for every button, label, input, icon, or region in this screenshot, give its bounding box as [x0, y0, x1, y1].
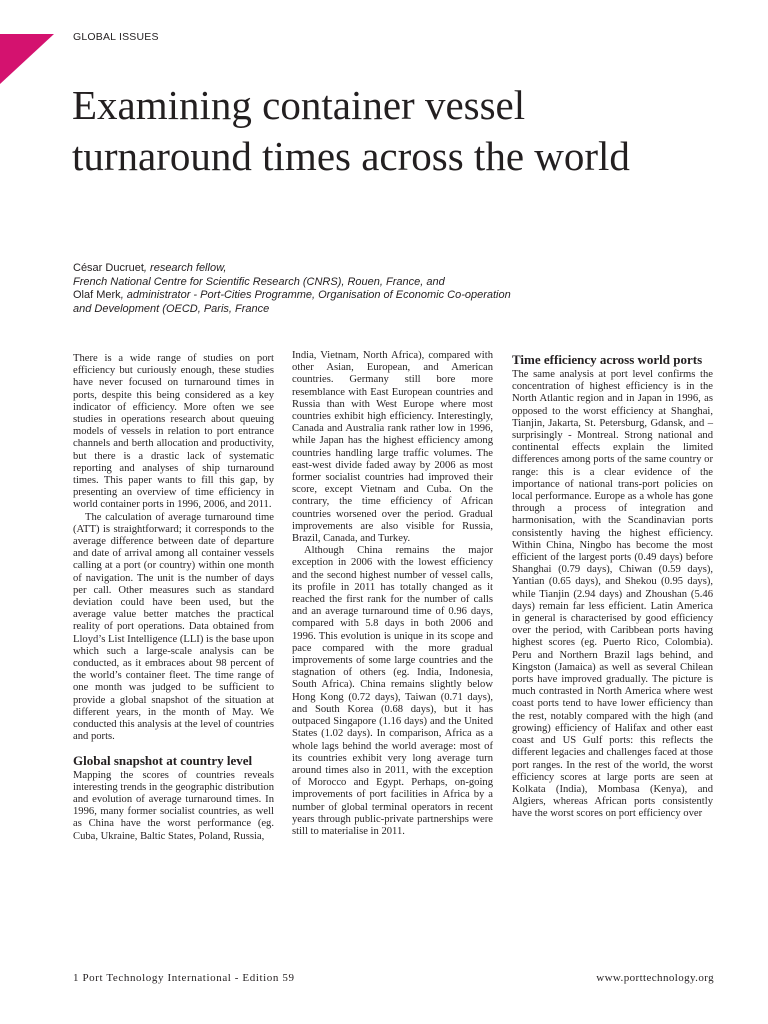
- author1-role: , research fellow,: [143, 262, 227, 274]
- body-column-3: [512, 353, 713, 821]
- author1-affiliation: French National Centre for Scientific Research (CNRS), Rouen, France, and: [73, 275, 445, 288]
- paragraph: Mapping the scores of countries reveals interesting trends in the geographic distribution and evolution of average turnaround times. In 1996, many former socialist countries, as well as China have the worst performance (eg. Cuba, Ukraine, Baltic States, Poland, Russia,: [73, 769, 274, 842]
- section-heading-country-level: Global snapshot at country level: [73, 752, 253, 768]
- paragraph: There is a wide range of studies on port efficiency but curiously enough, these studies have never focused on turnaround times in ports, despite this being considered as a key indicator of efficiency. More often we see studies in operations research about queuing models of vessels in relation to port entrance channels and berth allocation and productivity, but there is a drastic lack of systematic reporting and analyses of ship turnaround times. This paper wants to fill this gap, by presenting an overview of time efficiency in world container ports in 1996, 2006, and 2011.: [73, 353, 274, 511]
- author2-role: , administrator - Port-Cities Programme, Organisation of Economic Co-operation and Development (OECD, Paris, France: [73, 289, 511, 315]
- footer-page-info: 1 Port Technology International - Edition 59: [73, 972, 295, 984]
- paragraph: The calculation of average turnaround time (ATT) is straightforward; it corresponds to the average difference between date of departure and date of arrival among all container vessels calling at a port (or country) within one month of navigation. The unit is the number of days per call. Other measures such as standard deviation could have been used, but the average value better matches the practical reality of port operations. Data obtained from Lloyd’s List Intelligence (LLI) is the base upon which such a large-scale analysis can be conducted, as it embraces about 98 percent of the world’s container fleet. The time range of one month was judged to be sufficient to provide a global snapshot of the situation at different years, in the month of May. We conducted this analysis at the level of countries and ports.: [73, 511, 274, 743]
- paragraph: Although China remains the major exception in 2006 with the lowest efficiency and the second highest number of vessel calls, its profile in 2011 has totally changed as it reached the first rank for the number of calls and an average turnaround time of 0.96 days, compared with 5.8 days in both 2006 and 1996. This evolution is unique in its scope and pace compared with the more gradual improvements of some large countries and the stagnation of others (eg. India, Indonesia, South Africa). China remains slightly below Hong Kong (0.72 days), Taiwan (0.71 days), and South Korea (0.68 days), but it has outpaced Singapore (1.16 days) and the United States (1.02 days). In comparison, Africa as a whole lags behind the world average: most of its countries exhibit very long average turn around times also in 2011, with the exception of Morocco and Egypt. Perhaps, on-going improvements of port facilities in Africa by a number of global terminal operators in recent years through public-private partnerships were still to materialise in 2011.: [292, 545, 493, 837]
- paragraph: The same analysis at port level confirms the concentration of highest efficiency is in the North Atlantic region and in Japan in 1996, as opposed to the worst efficiency at Shanghai, Tianjin, Jakarta, St. Petersburg, Gdansk, and – surprisingly - Montreal. Strong national and continental effects explain the limited differences among ports of the same country or range: this is a clear evidence of the importance of national trans-port policies on local performance. Europe as a whole has gone through a process of integration and harmonisation, with the Scandinavian ports consistently having the highest efficiency. Within China, Ningbo has become the most efficient of the largest ports (0.49 days) before Shanghai (0.79 days), Chiwan (0.59 days), Yantian (0.65 days), and Shekou (0.95 days), while Tianjin (2.94 days) and Zhoushan (5.46 days) remain far less efficient. Latin America in general is characterised by good efficiency over the period, with Caribbean ports having highest scores (eg. Puerto Rico, Colombia). Peru and Northern Brazil lags behind, and Kingston (Jamaica) as well as several Chilean ports have improved gradually. The picture is much contrasted in North America where west coast ports tend to have lower efficiency than the rest, notably compared with the high (and growing) efficiency of Halifax and other east coast and US Gulf ports: this reflects the different legacies and challenges faced at those port ranges. In the rest of the world, the worst efficiency scores at large ports are seen at Kolkata (India), Mombasa (Kenya), and Algiers, whereas African ports consistently have the worst scores on port efficiency over: [512, 369, 713, 820]
- article-title: Examining container vessel turnaround times across the world: [72, 82, 630, 179]
- footer-website-link[interactable]: www.porttechnology.org: [596, 972, 714, 984]
- section-heading-world-ports: Time efficiency across world ports: [512, 352, 703, 367]
- author-byline: [73, 262, 513, 316]
- author1-name: César Ducruet: [73, 262, 144, 274]
- corner-accent-triangle: [0, 34, 54, 84]
- author2-name: Olaf Merk: [73, 289, 121, 302]
- body-column-1: [73, 353, 274, 843]
- body-column-2: [292, 350, 493, 838]
- paragraph: India, Vietnam, North Africa), compared with other Asian, European, and American countries. Germany still bore more resemblance with East European countries and Russia than with West Europe where most countries exhibit high efficiency. Interestingly, Canada and Australia rank rather low in 1996, while Japan has the highest efficiency among countries handling large traffic volumes. The east-west divide faded away by 2006 as most former socialist countries had improved their score, except Vietnam and Cuba. On the contrary, the time efficiency of African countries worsened over the period. Gradual improvements are also visible for Russia, Brazil, Canada, and Turkey.: [292, 350, 493, 545]
- section-label: GLOBAL ISSUES: [73, 31, 159, 43]
